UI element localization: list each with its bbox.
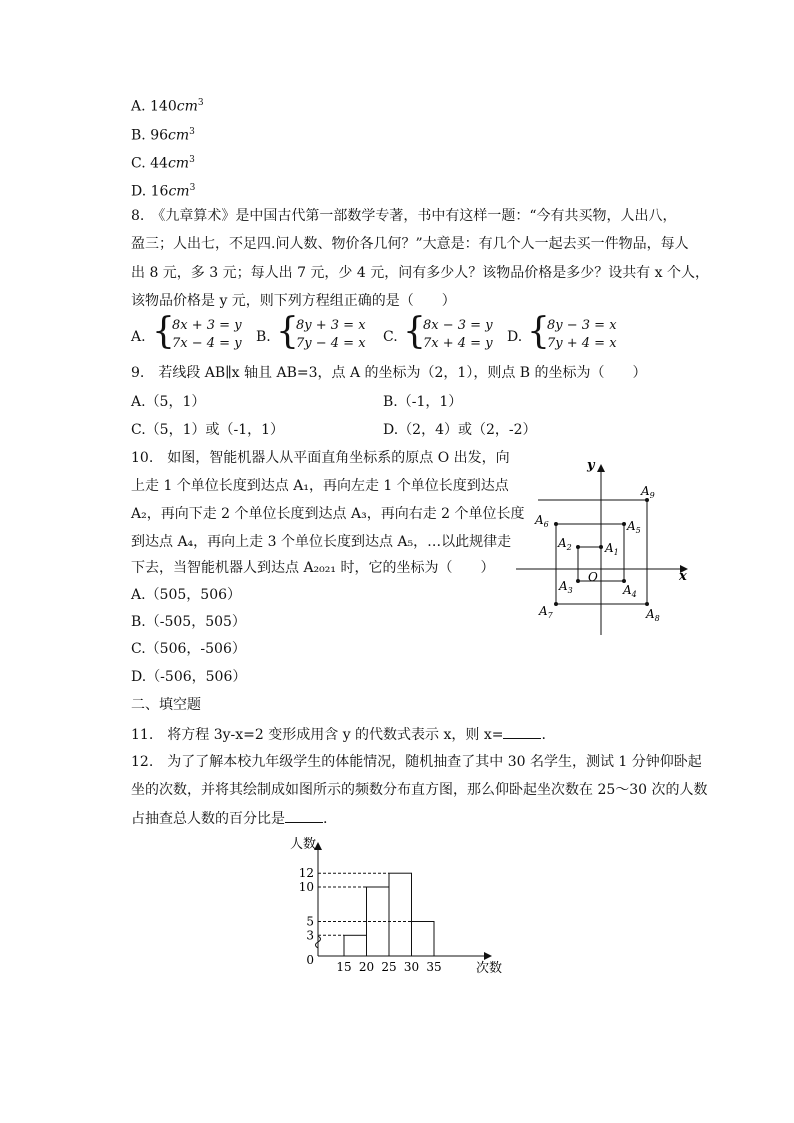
- y-tick-label: 10: [298, 880, 314, 894]
- point-a1: [599, 545, 603, 549]
- q8-line-2: 盈三；人出七，不足四.问人数、物价各几何？”大意是：有几个人一起去买一件物品，每人: [131, 236, 689, 252]
- x-axis-label: x: [679, 569, 687, 584]
- point-a6: [554, 522, 558, 526]
- point-a3: [576, 579, 580, 583]
- q10-option-b: B.（-505，505）: [131, 614, 246, 630]
- q12-blank[interactable]: [285, 808, 323, 823]
- q11-line: 11. 将方程 3y-x=2 变形成用含 y 的代数式表示 x，则 x= .: [131, 724, 546, 745]
- histogram-bar: [344, 935, 367, 956]
- y-axis-label: y: [587, 458, 595, 473]
- label-a5: $A_5$: [627, 519, 641, 535]
- q7-option-d: D. $16cm^3$: [131, 183, 196, 200]
- q7-option-b: B. $96cm^3$: [131, 127, 195, 144]
- x-tick-label: 30: [403, 960, 420, 974]
- q10-option-d: D.（-506，506）: [131, 669, 247, 685]
- y-tick-label: 12: [298, 866, 314, 881]
- x-tick-label: 0: [306, 953, 314, 967]
- q9-option-a: A.（5，1）: [131, 394, 206, 410]
- label-a9: $A_9$: [641, 484, 655, 500]
- q9-option-d: D.（2，4）或（2，-2）: [383, 422, 537, 438]
- label-a8: $A_8$: [646, 607, 660, 623]
- hist-ylabel: 人数: [290, 837, 317, 852]
- section-title: 二、填空题: [131, 697, 201, 713]
- histogram-chart: [280, 832, 510, 982]
- hist-x-arrow-icon: [484, 952, 492, 960]
- q10-option-a: A.（505，506）: [131, 587, 242, 603]
- label-a7: $A_7$: [539, 604, 553, 620]
- q7-option-a: A. $140cm^3$: [131, 98, 204, 115]
- histogram-bar: [389, 873, 412, 956]
- point-a9: [645, 498, 649, 502]
- q7-option-c: C. $44cm^3$: [131, 155, 195, 172]
- q10-line-4: 到达点 A₄，再向上走 3 个单位长度到达点 A₅，…以此规律走: [131, 534, 512, 550]
- brace-icon: {: [152, 311, 175, 352]
- label-a4: $A_4$: [623, 583, 637, 599]
- q11-blank[interactable]: [503, 724, 541, 739]
- brace-icon: {: [527, 311, 550, 352]
- q10-line-5: 下去，当智能机器人到达点 A₂₀₂₁ 时，它的坐标为（ ）: [131, 560, 495, 576]
- x-tick-label: 35: [426, 960, 442, 974]
- brace-icon: {: [403, 311, 426, 352]
- brace-icon: {: [276, 311, 299, 352]
- q8-line-4: 该物品价格是 y 元，则下列方程组正确的是（ ）: [131, 293, 456, 309]
- label-a1: $A_1$: [605, 541, 619, 557]
- y-tick-label: 5: [306, 914, 314, 929]
- histogram-bar: [412, 922, 435, 957]
- q8-line-1: 8. 《九章算术》是中国古代第一部数学专著，书中有这样一题：“今有共买物，人出八，: [131, 208, 677, 224]
- point-a2: [576, 545, 580, 549]
- q12-line-1: 12. 为了了解本校九年级学生的体能情况，随机抽查了其中 30 名学生，测试 1 分钟仰卧起: [131, 754, 702, 770]
- q10-line-2: 上走 1 个单位长度到达点 A₁，再向左走 1 个单位长度到达点: [131, 478, 509, 494]
- point-a5: [622, 522, 626, 526]
- q9-option-b: B.（-1，1）: [383, 394, 463, 410]
- point-a7: [554, 602, 558, 606]
- q10-option-c: C.（506，-506）: [131, 641, 246, 657]
- q9-option-c: C.（5，1）或（-1，1）: [131, 422, 285, 438]
- label-a6: $A_6$: [535, 513, 549, 529]
- q10-line-1: 10. 如图，智能机器人从平面直角坐标系的原点 O 出发，向: [131, 450, 510, 466]
- spiral-figure: [510, 452, 700, 637]
- label-a3: $A_3$: [559, 579, 573, 595]
- q12-line-2: 坐的次数，并将其绘制成如图所示的频数分布直方图，那么仰卧起坐次数在 25～30 次的人数: [131, 782, 708, 798]
- q12-line-3: 占抽查总人数的百分比是 .: [131, 808, 327, 829]
- label-a2: $A_2$: [558, 536, 572, 552]
- point-a8: [645, 602, 649, 606]
- x-tick-label: 15: [336, 960, 352, 974]
- y-axis-arrow-icon: [597, 464, 605, 472]
- q9-stem: 9. 若线段 AB∥x 轴且 AB=3，点 A 的坐标为（2，1），则点 B 的坐标为（ ）: [131, 365, 647, 381]
- y-tick-label: 3: [306, 928, 314, 943]
- x-tick-label: 25: [381, 960, 397, 974]
- q10-line-3: A₂，再向下走 2 个单位长度到达点 A₃，再向右走 2 个单位长度: [131, 506, 525, 522]
- origin-label: O: [588, 570, 598, 584]
- q8-line-3: 出 8 元，多 3 元；每人出 7 元，少 4 元，问有多少人？该物品价格是多少？设共有 x 个人，: [131, 265, 710, 281]
- x-tick-label: 20: [358, 960, 375, 974]
- hist-xlabel: 次数: [476, 961, 503, 976]
